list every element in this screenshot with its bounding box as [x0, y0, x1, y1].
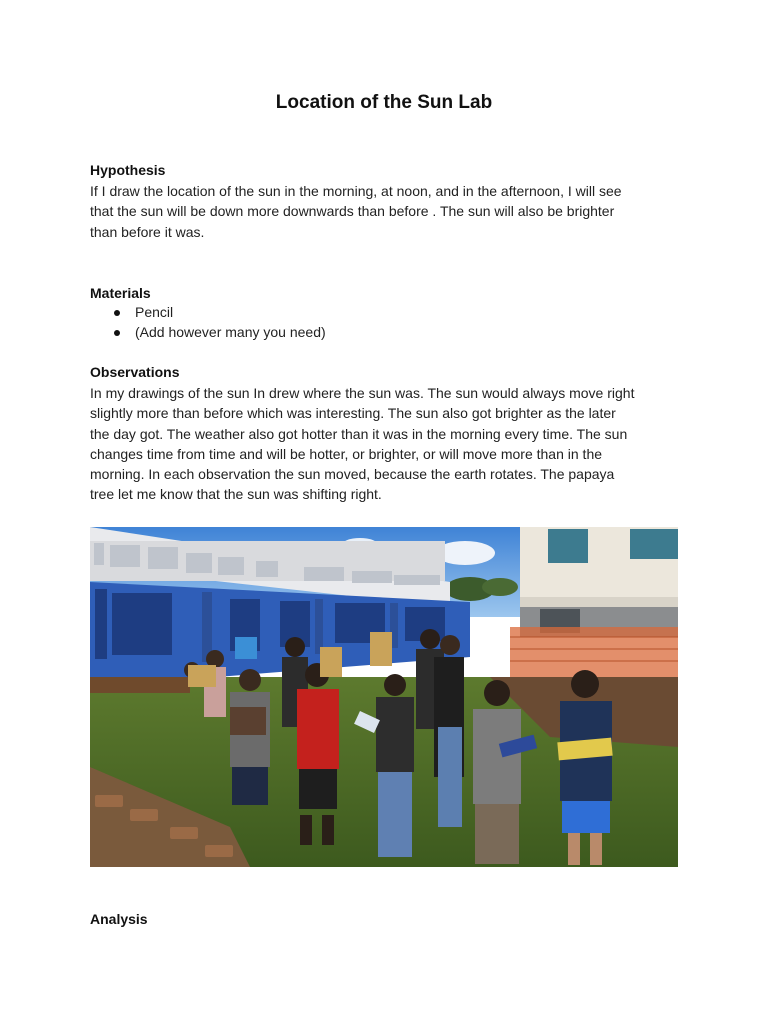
bullet-icon — [114, 330, 120, 336]
observations-line: the day got. The weather also got hotter than it was in the morning every time. The sun — [90, 425, 628, 442]
list-item-label: Pencil — [135, 304, 174, 320]
materials-list — [90, 303, 326, 342]
list-item-label: (Add however many you need) — [135, 323, 326, 340]
hypothesis-text — [90, 181, 685, 242]
list-item — [90, 303, 326, 323]
observations-line: tree let me know that the sun was shifting right. — [90, 486, 382, 503]
hypothesis-heading: Hypothesis — [90, 162, 166, 178]
observations-line: slightly more than before which was interesting. The sun also got brighter as the later — [90, 405, 616, 422]
list-item — [90, 323, 326, 343]
page-title: Location of the Sun Lab — [275, 92, 493, 113]
observations-line: changes time from time and will be hotter, or brighter, or will move more than in the — [90, 445, 603, 462]
observations-line: In my drawings of the sun In drew where the sun was. The sun would always move right — [90, 385, 635, 401]
observations-heading: Observations — [90, 364, 180, 380]
materials-heading: Materials — [90, 285, 151, 301]
bullet-icon — [114, 310, 120, 316]
observations-line: morning. In each observation the sun moved, because the earth rotates. The papaya — [90, 466, 615, 483]
analysis-heading: Analysis — [90, 911, 148, 927]
hypothesis-line: than before it was. — [90, 223, 205, 240]
observations-text — [90, 383, 685, 505]
hypothesis-line: that the sun will be down more downwards than before . The sun will also be brighter — [90, 203, 615, 220]
class-photo — [90, 527, 678, 867]
hypothesis-line: If I draw the location of the sun in the morning, at noon, and in the afternoon, I will see — [90, 183, 622, 199]
